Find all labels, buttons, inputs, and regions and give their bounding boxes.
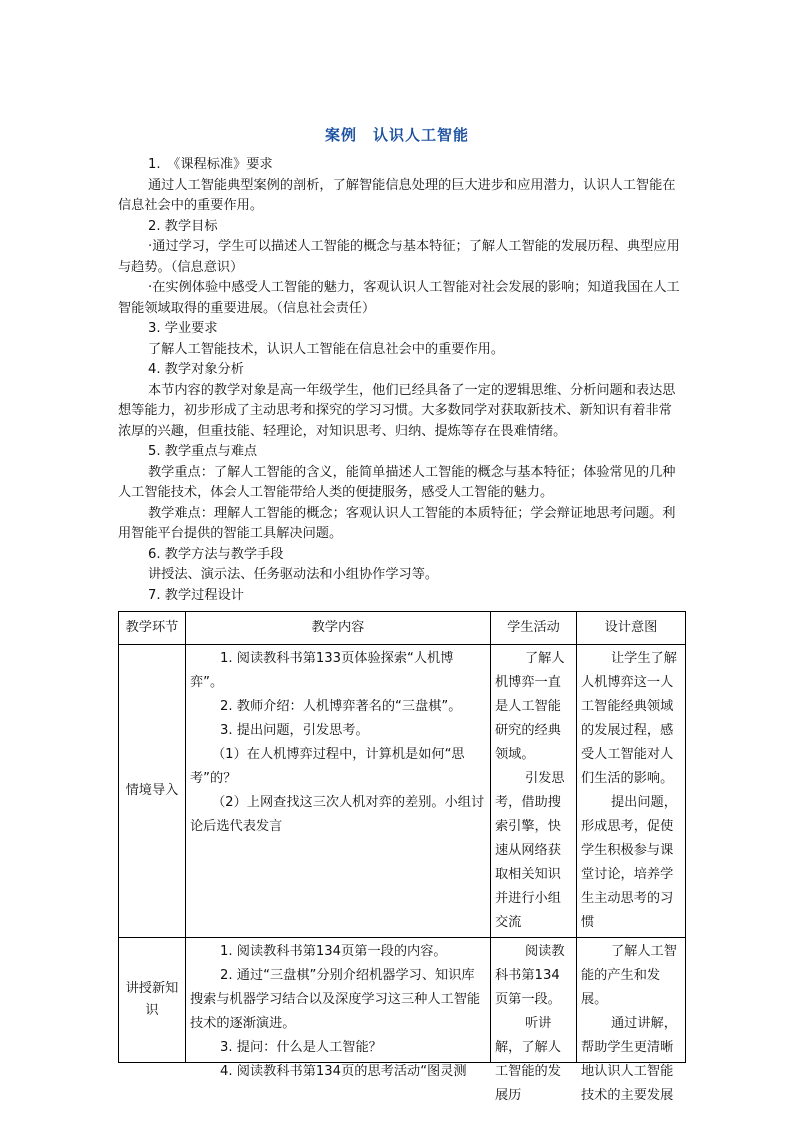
section-heading: 1. 《课程标准》要求 — [148, 157, 273, 172]
intent-cell — [577, 938, 686, 1103]
stage-cell: 情境导入 — [119, 645, 186, 938]
header-stage: 教学环节 — [119, 612, 186, 645]
section-heading: 2. 教学目标 — [148, 218, 218, 234]
section-heading: 4. 教学对象分析 — [148, 362, 244, 377]
intent-line: 通过讲解，帮助学生更清晰地认识人工智能技术的主要发展 — [581, 1016, 677, 1103]
table-row — [119, 645, 686, 938]
section-heading: 5. 教学重点与难点 — [148, 444, 258, 459]
activity-line: 了解人机博弈一直是人工智能研究的经典领域。 — [495, 651, 565, 762]
content-line: （2）上网查找这三次人机对弈的差别。小组讨论后选代表发言 — [190, 795, 485, 834]
activity-line: 阅读教科书第134页第一段。 — [495, 944, 565, 1007]
content-line: 2. 教师介绍：人机博弈著名的“三盘棋”。 — [220, 699, 462, 714]
teaching-process-table — [118, 611, 686, 1103]
content-line: 3. 提问：什么是人工智能？ — [220, 1040, 382, 1055]
header-intent: 设计意图 — [577, 612, 686, 645]
section-heading: 3. 学业要求 — [148, 321, 218, 336]
paragraph: 讲授法、演示法、任务驱动法和小组协作学习等。 — [148, 567, 439, 582]
intent-line: 了解人工智能的产生和发展。 — [581, 944, 677, 1007]
paragraph: 教学重点：了解人工智能的含义，能简单描述人工智能的概念与基本特征；体验常见的几种人工智能技术，体会人工智能带给人类的便捷服务，感受人工智能的魅力。 — [118, 464, 676, 500]
paragraph: 本节内容的教学对象是高一年级学生，他们已经具备了一定的逻辑思维、分析问题和表达思想等能力，初步形成了主动思考和探究的学习习惯。大多数同学对获取新技术、新知识有着非常浓厚的兴趣，但重技能、轻理论，对知识思考、归纳、提炼等存在畏难情绪。 — [118, 382, 676, 439]
activity-cell — [491, 645, 577, 938]
content-line: 4. 阅读教科书第134页的思考活动“图灵测 — [220, 1064, 467, 1079]
activity-cell — [491, 938, 577, 1103]
section-heading: 7. 教学过程设计 — [148, 587, 244, 603]
intent-cell — [577, 645, 686, 938]
bullet-item: ·在实例体验中感受人工智能的魅力，客观认识人工智能对社会发展的影响；知道我国在人工智能领域取得的重要进展。（信息社会责任） — [118, 280, 680, 316]
activity-line: 引发思考，借助搜索引擎，快速从网络获取相关知识并进行小组交流 — [495, 771, 565, 930]
content-line: 3. 提出问题，引发思考。 — [220, 723, 369, 738]
content-line: 1. 阅读教科书第134页第一段的内容。 — [220, 944, 447, 959]
table-row — [119, 938, 686, 1063]
table-header-row — [119, 612, 686, 645]
document-body — [118, 155, 684, 606]
content-line: 2. 通过“三盘棋”分别介绍机器学习、知识库搜索与机器学习结合以及深度学习这三种人工智能技术的逐渐演进。 — [190, 968, 481, 1031]
stage-cell: 讲授新知识 — [119, 938, 186, 1063]
header-content: 教学内容 — [186, 612, 491, 645]
paragraph: 教学难点：理解人工智能的概念；客观认识人工智能的本质特征；学会辩证地思考问题。利用智能平台提供的智能工具解决问题。 — [118, 505, 676, 541]
intent-line: 提出问题，形成思考，促使学生积极参与课堂讨论，培养学生主动思考的习惯 — [581, 795, 677, 930]
intent-line: 让学生了解人机博弈这一人工智能经典领域的发展过程，感受人工智能对人们生活的影响。 — [581, 651, 677, 786]
content-line: （1）在人机博弈过程中，计算机是如何“思考”的？ — [190, 747, 465, 786]
activity-line: 听讲解，了解人工智能的发展历 — [495, 1016, 561, 1103]
header-activity: 学生活动 — [491, 612, 577, 645]
content-line: 1. 阅读教科书第133页体验探索“人机博弈”。 — [190, 651, 454, 690]
bullet-item: ·通过学习，学生可以描述人工智能的概念与基本特征；了解人工智能的发展历程、典型应用与趋势。（信息意识） — [118, 239, 680, 275]
section-heading: 6. 教学方法与教学手段 — [148, 546, 284, 562]
paragraph: 通过人工智能典型案例的剖析，了解智能信息处理的巨大进步和应用潜力，认识人工智能在信息社会中的重要作用。 — [118, 177, 676, 213]
content-cell — [186, 938, 491, 1079]
paragraph: 了解人工智能技术，认识人工智能在信息社会中的重要作用。 — [148, 341, 505, 357]
document-title: 案例 认识人工智能 — [324, 126, 469, 144]
content-cell — [186, 645, 491, 938]
